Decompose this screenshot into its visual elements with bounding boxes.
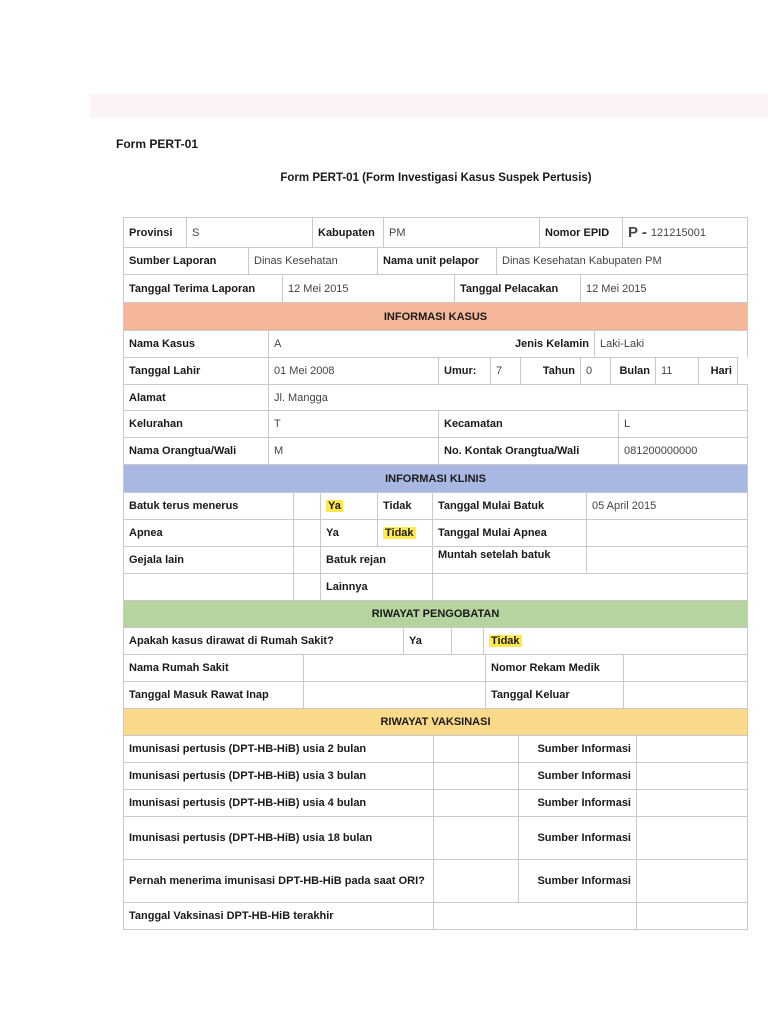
section-vaksinasi-row <box>123 708 748 735</box>
nama-value: A <box>268 330 484 357</box>
pelacakan-value: 12 Mei 2015 <box>580 274 748 302</box>
kelurahan-row <box>123 410 748 437</box>
masuk-label: Tanggal Masuk Rawat Inap <box>123 681 303 708</box>
apnea-row <box>123 519 748 546</box>
pelacakan-label: Tanggal Pelacakan <box>454 274 580 302</box>
kelurahan-label: Kelurahan <box>123 410 268 437</box>
jk-value: Laki-Laki <box>594 330 748 357</box>
gejala-label: Gejala lain <box>123 546 293 573</box>
section-riwayat-pengobatan: RIWAYAT PENGOBATAN <box>123 600 748 627</box>
tahun-value: 0 <box>580 357 610 384</box>
alamat-row <box>123 384 748 410</box>
epid-cell <box>622 217 748 247</box>
sumber-label: Sumber Laporan <box>123 247 248 274</box>
lahir-row <box>123 357 748 384</box>
sumber-value <box>636 735 748 762</box>
mulai-apnea-value <box>586 519 748 546</box>
ortu-label: Nama Orangtua/Wali <box>123 437 268 464</box>
lainnya-blank-2 <box>293 573 320 600</box>
apnea-tidak-cell <box>377 519 432 546</box>
sumber-informasi: Sumber Informasi <box>518 859 636 902</box>
dirawat-tidak-cell <box>483 627 748 654</box>
lahir-label: Tanggal Lahir <box>123 357 268 384</box>
sumber-row <box>123 247 748 274</box>
vaksin-value <box>433 735 518 762</box>
document-title: Form PERT-01 (Form Investigasi Kasus Suspek Pertusis) <box>280 172 592 184</box>
nama-label: Nama Kasus <box>123 330 268 357</box>
alamat-label: Alamat <box>123 384 268 410</box>
kabupaten-value: PM <box>383 217 539 247</box>
gejala-blank <box>293 546 320 573</box>
mulai-batuk-value: 05 April 2015 <box>586 492 748 519</box>
batuk-row <box>123 492 748 519</box>
kabupaten-label: Kabupaten <box>312 217 383 247</box>
batuk-tidak: Tidak <box>377 492 432 519</box>
vaksin-last-label: Tanggal Vaksinasi DPT-HB-HiB terakhir <box>123 902 433 929</box>
dirawat-row <box>123 627 748 654</box>
vaksin-value <box>433 762 518 789</box>
kontak-value: 081200000000 <box>618 437 748 464</box>
sumber-informasi: Sumber Informasi <box>518 789 636 816</box>
tanggal-row <box>123 274 748 302</box>
batuk-rejan: Batuk rejan <box>320 546 432 573</box>
vaksin-label: Imunisasi pertusis (DPT-HB-HiB) usia 3 bulan <box>123 762 433 789</box>
kontak-label: No. Kontak Orangtua/Wali <box>438 437 618 464</box>
batuk-ya-cell <box>320 492 377 519</box>
vaksin-last-row <box>123 902 748 930</box>
rs-value <box>303 654 485 681</box>
rekam-value <box>623 654 748 681</box>
vaksin-value <box>433 816 518 859</box>
section-klinis-row <box>123 464 748 492</box>
umur-value: 7 <box>490 357 520 384</box>
epid-prefix: P - <box>628 224 647 241</box>
top-bar <box>90 94 768 118</box>
vaksin-row <box>123 816 748 859</box>
provinsi-label: Provinsi <box>123 217 186 247</box>
vaksin-value <box>433 859 518 902</box>
kecamatan-label: Kecamatan <box>438 410 618 437</box>
sumber-value <box>636 789 748 816</box>
dirawat-tidak: Tidak <box>491 635 520 647</box>
vaksin-row <box>123 735 748 762</box>
vaksin-row <box>123 789 748 816</box>
lainnya: Lainnya <box>320 573 432 600</box>
unit-value: Dinas Kesehatan Kabupaten PM <box>496 247 748 274</box>
batuk-ya: Ya <box>328 500 341 512</box>
sumber-informasi: Sumber Informasi <box>518 735 636 762</box>
masuk-row <box>123 681 748 708</box>
unit-label: Nama unit pelapor <box>377 247 496 274</box>
epid-value: 121215001 <box>650 226 706 239</box>
apnea-tidak: Tidak <box>385 527 414 539</box>
mulai-batuk-label: Tanggal Mulai Batuk <box>432 492 586 519</box>
vaksin-label: Imunisasi pertusis (DPT-HB-HiB) usia 4 bulan <box>123 789 433 816</box>
epid-label: Nomor EPID <box>539 217 622 247</box>
rs-label: Nama Rumah Sakit <box>123 654 303 681</box>
apnea-blank <box>293 519 320 546</box>
lahir-value: 01 Mei 2008 <box>268 357 438 384</box>
vaksin-last-extra <box>636 902 748 929</box>
dirawat-ya: Ya <box>403 627 451 654</box>
sumber-informasi: Sumber Informasi <box>518 762 636 789</box>
vaksin-row <box>123 762 748 789</box>
batuk-label: Batuk terus menerus <box>123 492 293 519</box>
muntah: Muntah setelah batuk <box>432 546 586 573</box>
jk-label: Jenis Kelamin <box>484 330 594 357</box>
provinsi-row <box>123 217 748 247</box>
form-label: Form PERT-01 <box>116 137 199 151</box>
ortu-value: M <box>268 437 438 464</box>
terima-label: Tanggal Terima Laporan <box>123 274 282 302</box>
rs-row <box>123 654 748 681</box>
kelurahan-value: T <box>268 410 438 437</box>
ortu-row <box>123 437 748 464</box>
alamat-value: Jl. Mangga <box>268 384 748 410</box>
section-pengobatan-row <box>123 600 748 627</box>
keluar-label: Tanggal Keluar <box>485 681 623 708</box>
terima-value: 12 Mei 2015 <box>282 274 454 302</box>
lainnya-blank-1 <box>123 573 293 600</box>
vaksin-row <box>123 859 748 902</box>
section-kasus-row <box>123 302 748 330</box>
apnea-ya: Ya <box>320 519 377 546</box>
tahun-label: Tahun <box>520 357 580 384</box>
apnea-label: Apnea <box>123 519 293 546</box>
section-informasi-klinis: INFORMASI KLINIS <box>123 464 748 492</box>
section-riwayat-vaksinasi: RIWAYAT VAKSINASI <box>123 708 748 735</box>
nama-row <box>123 330 748 357</box>
dirawat-label: Apakah kasus dirawat di Rumah Sakit? <box>123 627 403 654</box>
keluar-value <box>623 681 748 708</box>
sumber-value <box>636 816 748 859</box>
hari-label: Hari <box>698 357 738 384</box>
gejala-row <box>123 546 748 573</box>
vaksin-label: Imunisasi pertusis (DPT-HB-HiB) usia 18 bulan <box>123 816 433 859</box>
vaksin-value <box>433 789 518 816</box>
batuk-blank <box>293 492 320 519</box>
sumber-value <box>636 762 748 789</box>
kecamatan-value: L <box>618 410 748 437</box>
provinsi-value: S <box>186 217 312 247</box>
sumber-informasi: Sumber Informasi <box>518 816 636 859</box>
vaksin-label: Imunisasi pertusis (DPT-HB-HiB) usia 2 bulan <box>123 735 433 762</box>
section-informasi-kasus: INFORMASI KASUS <box>123 302 748 330</box>
dirawat-blank <box>451 627 483 654</box>
muntah-value <box>586 546 748 573</box>
bulan-label: Bulan <box>610 357 655 384</box>
rekam-label: Nomor Rekam Medik <box>485 654 623 681</box>
masuk-value <box>303 681 485 708</box>
lainnya-row <box>123 573 748 600</box>
vaksin-last-value <box>433 902 636 929</box>
umur-label: Umur: <box>438 357 490 384</box>
lainnya-value <box>432 573 748 600</box>
sumber-value <box>636 859 748 902</box>
vaksin-label: Pernah menerima imunisasi DPT-HB-HiB pada saat ORI? <box>123 859 433 902</box>
sumber-value: Dinas Kesehatan <box>248 247 377 274</box>
bulan-value: 11 <box>655 357 698 384</box>
mulai-apnea-label: Tanggal Mulai Apnea <box>432 519 586 546</box>
